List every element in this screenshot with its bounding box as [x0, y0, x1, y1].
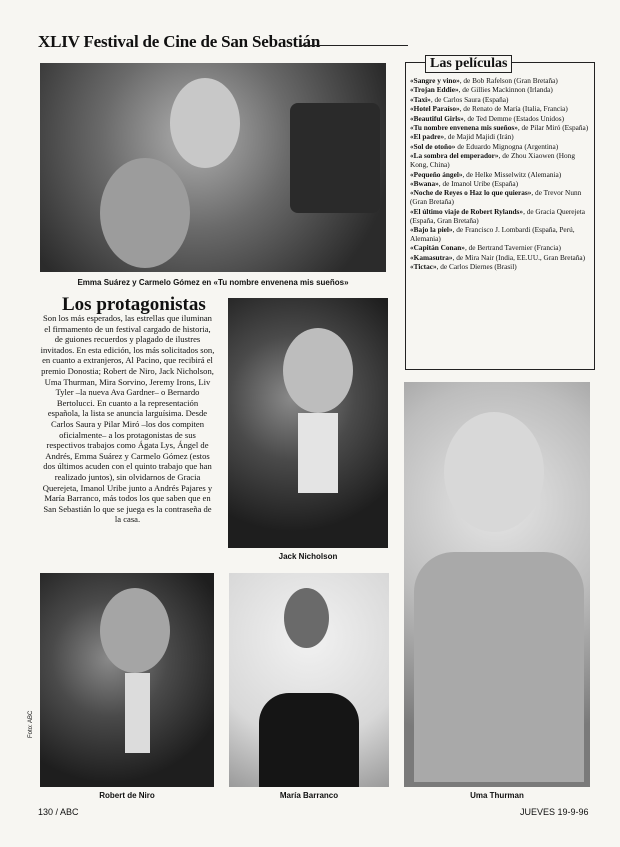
figure-right-head [170, 78, 240, 168]
film-details: de Eduardo Mignogna (Argentina) [455, 141, 559, 151]
maria-dress [259, 693, 359, 787]
film-title: «Tu nombre envenena mis sueños» [410, 123, 518, 133]
page-number: 130 / ABC [38, 807, 79, 817]
film-details: , de Francisco J. Lombardi (España, Perú, Alemania) [410, 225, 575, 243]
films-list [410, 77, 592, 273]
film-title: «Trojan Eddie» [410, 85, 459, 95]
film-title: «Tictac» [410, 262, 437, 272]
film-details: , de Carlos Diernes (Brasil) [436, 262, 517, 272]
film-title: «Noche de Reyes o Haz lo que quieras» [410, 188, 532, 198]
maria-caption: María Barranco [279, 791, 339, 800]
film-title: «Sangre y vino» [410, 76, 460, 85]
film-title: «Kamasutra» [410, 252, 453, 262]
main-photo [40, 63, 386, 272]
uma-thurman-photo [404, 382, 590, 787]
maria-barranco-photo [229, 573, 389, 787]
film-details: , de Renato de María (Italia, Francia) [459, 104, 568, 114]
uma-face [444, 412, 544, 532]
photo-credit: Foto: ABC [28, 710, 34, 738]
films-title: Las películas [425, 55, 512, 73]
film-details: , de Majid Majidi (Irán) [444, 132, 514, 142]
film-item [410, 208, 592, 226]
film-details: , de Bertrand Tavernier (Francia) [464, 243, 561, 253]
film-item [410, 226, 592, 244]
film-details: , de Gracia Querejeta (España, Gran Bretaña) [410, 206, 586, 225]
maria-face [284, 588, 329, 648]
film-title: «Bwana» [410, 178, 439, 188]
robert-de-niro-photo [40, 573, 214, 787]
figure-left-head [100, 158, 190, 268]
film-details: , de Gillies Mackinnon (Irlanda) [458, 85, 553, 95]
film-title: «Taxi» [410, 94, 431, 104]
section-header: XLIV Festival de Cine de San Sebastián [38, 32, 321, 51]
car-shape [290, 103, 380, 213]
film-title: «El padre» [410, 132, 445, 142]
article-title: Los protagonistas [62, 294, 206, 315]
film-title: «Sol de otoño» [410, 141, 456, 151]
main-photo-caption: Emma Suárez y Carmelo Gómez en «Tu nombre envenena mis sueños» [77, 278, 349, 287]
film-item [410, 263, 592, 272]
film-item [410, 152, 592, 170]
jack-caption: Jack Nicholson [278, 552, 338, 561]
film-details: , de Zhou Xiaowen (Hong Kong, China) [410, 151, 575, 170]
film-details: , de Bob Rafelson (Gran Bretaña) [459, 76, 558, 85]
article-paragraph: Son los más esperados, las estrellas que iluminan el firmamento de un festival cargado de historia, de guiones recuerdos y plagado de ilustres invitados. En esta edición, los más solicitados son, en cuanto a extranjeros, Al Pacino, que recibirá el premio Donostia; Robert de Niro, Jack Nicholson, Uma Thurman, Mira Sorvino, Jeremy Irons, Liv Tyler –la nueva Ava Gardner– o Bernardo Bertolucci. En cuanto a la representación española, la lista se anuncia larguísima. Desde Carlos Saura y Pilar Miró –los dos compiten oficialmente– a los protagonistas de sus respectivos trabajos como Ágata Lys, Ángel de Andrés, Emma Suárez y Carmelo Gómez (estos dos últimos acuden con el quinto trabajo que han realizado juntos), sin olvidarnos de Gracia Querejeta, Imanol Uribe junto a Andrés Pajares y María Barranco, más todos los que saben que en San Sebastián lo que se juega es la contraseña de la casa. [40, 313, 215, 525]
film-title: «Beautiful Girls» [410, 113, 464, 123]
film-details: , de Trevor Nunn (Gran Bretaña) [410, 188, 582, 207]
film-item [410, 189, 592, 207]
uma-caption: Uma Thurman [470, 791, 524, 800]
film-details: , de Ted Demme (Estados Unidos) [463, 113, 564, 123]
film-title: «El último viaje de Robert Rylands» [410, 206, 524, 216]
jack-nicholson-photo [228, 298, 388, 548]
robert-caption: Robert de Niro [99, 791, 155, 800]
film-title: «Pequeño ángel» [410, 169, 463, 179]
jack-face [283, 328, 353, 413]
film-details: , de Imanol Uribe (España) [438, 178, 519, 188]
film-title: «Hotel Paraíso» [410, 104, 460, 114]
issue-date: JUEVES 19-9-96 [520, 807, 589, 817]
robert-shirt [125, 673, 150, 753]
uma-shoulders [414, 552, 584, 782]
film-details: , de Helke Misselwitz (Alemania) [462, 169, 562, 179]
film-title: «Capitán Conan» [410, 243, 465, 253]
film-details: , de Mira Nair (India, EE.UU., Gran Bretaña) [452, 252, 586, 262]
film-details: , de Pilar Miró (España) [517, 123, 589, 133]
film-title: «Bajo la piel» [410, 225, 453, 234]
article-body [40, 313, 215, 525]
film-details: , de Carlos Saura (España) [430, 94, 509, 104]
robert-face [100, 588, 170, 673]
header-rule [300, 45, 408, 46]
jack-shirt [298, 413, 338, 493]
film-title: «La sombra del emperador» [410, 151, 499, 161]
